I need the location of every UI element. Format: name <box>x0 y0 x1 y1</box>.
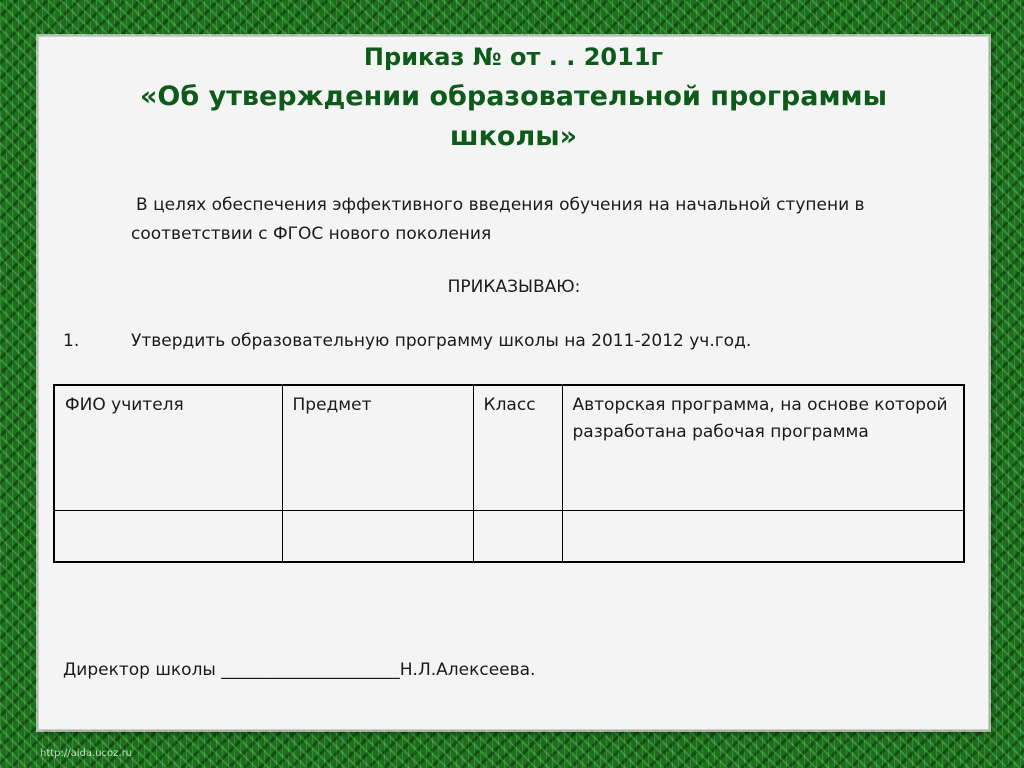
order-word: ПРИКАЗЫВАЮ: <box>447 277 581 297</box>
document-slide <box>38 36 989 730</box>
item-text: Утвердить образовательную программу школы на 2011-2012 уч.год. <box>131 331 752 351</box>
order-subject-line: «Об утверждении образовательной программы <box>139 81 888 112</box>
intro-paragraph: В целях обеспечения эффективного введения обучения на начальной ступени в соответствии с ФГОС нового поколения <box>131 195 865 244</box>
order-title-line: Приказ № от . . 2011г <box>363 43 664 71</box>
table-cell <box>282 511 473 563</box>
header-cell-subject: Предмет <box>282 385 473 511</box>
order-subject-line-end: школы» <box>449 121 578 152</box>
header-cell-teacher: ФИО учителя <box>54 385 282 511</box>
teachers-table <box>53 384 965 563</box>
table-row <box>54 511 964 563</box>
table-cell <box>54 511 282 563</box>
header-cell-program: Авторская программа, на основе которой разработана рабочая программа <box>562 385 964 511</box>
table-cell <box>562 511 964 563</box>
director-signature-line: Директор школы _____________________Н.Л.Алексеева. <box>63 660 536 680</box>
header-cell-class: Класс <box>473 385 562 511</box>
item-number: 1. <box>63 331 80 351</box>
table-cell <box>473 511 562 563</box>
watermark-url: http://aida.ucoz.ru <box>40 748 133 759</box>
table-header-row <box>54 385 964 511</box>
